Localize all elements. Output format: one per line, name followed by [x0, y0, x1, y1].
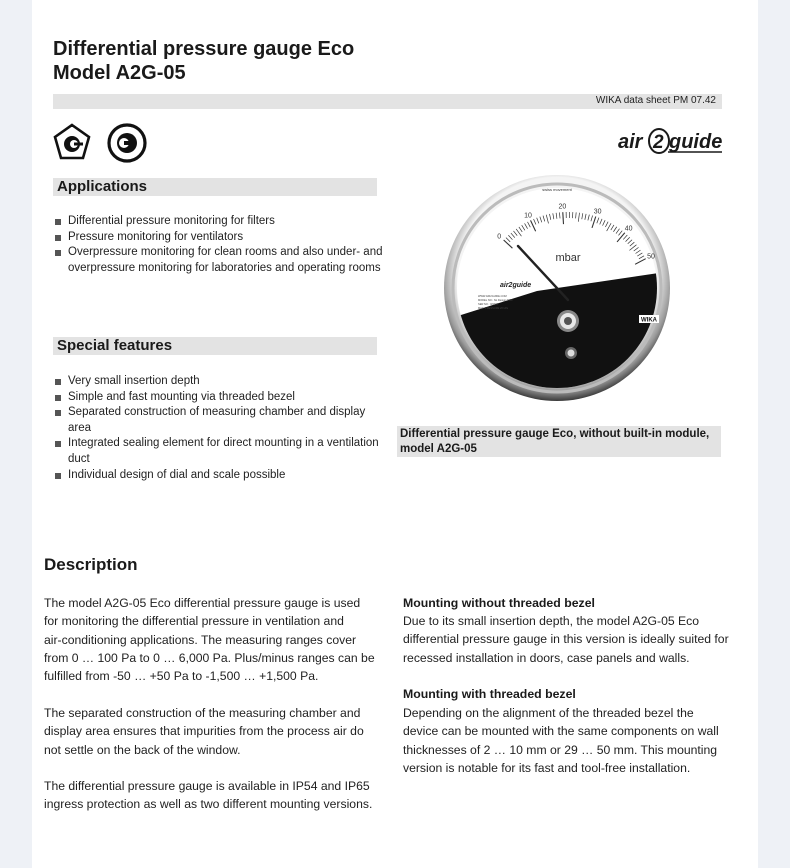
svg-text:guide: guide — [669, 131, 723, 153]
text-line: device can be mounted with the same components on wall — [403, 724, 719, 739]
scale-label: 30 — [593, 208, 602, 216]
list-item: Very small insertion depth — [53, 374, 383, 390]
text-line: Depending on the alignment of the threaded bezel the — [403, 706, 694, 720]
list-item: Separated construction of measuring chamber and display area — [53, 405, 383, 436]
text-line: thicknesses of 2 … 10 mm or 29 … 50 mm. This mounting — [403, 742, 718, 757]
mount-with-heading: Mounting with threaded bezel — [403, 687, 576, 701]
features-heading-bar — [53, 337, 377, 355]
scale-label: 0 — [497, 233, 502, 241]
caption-line-1: Differential pressure gauge Eco, without built-in module, — [400, 428, 710, 440]
scale-label: 50 — [647, 253, 655, 261]
svg-text:air: air — [618, 131, 643, 153]
features-heading: Special features — [57, 337, 173, 354]
dial-fine-print: MODEL NO.: No Design 0000 — [478, 299, 513, 302]
wika-badge-text: WIKA — [641, 317, 657, 324]
dial-fine-print: WWW.AIR2GUIDE.COM — [478, 295, 507, 298]
mount-without-text — [403, 612, 743, 667]
text-line: differential pressure gauge in this version is ideally suited for — [403, 632, 729, 647]
text-line: fulfilled from -50 … +50 Pa to -1,500 … +1,500 Pa. — [44, 669, 319, 684]
text-line: The differential pressure gauge is available in IP54 and IP65 — [44, 779, 370, 793]
list-item: Differential pressure monitoring for filters — [53, 214, 383, 230]
svg-text:2: 2 — [653, 132, 664, 153]
datasheet-number: WIKA data sheet PM 07.42 — [595, 95, 716, 106]
description-heading: Description — [44, 555, 138, 574]
text-line: for monitoring the differential pressure in ventilation and — [44, 614, 344, 629]
dial-fine-print: MAX. PRESSURE 20 kPa — [478, 307, 509, 310]
text-line: ingress protection as well as two different mounting versions. — [44, 797, 373, 812]
text-line: display area ensures that impurities from the process air do — [44, 724, 364, 739]
caption-line-2: model A2G-05 — [400, 442, 477, 455]
page-title — [53, 37, 354, 85]
scale-label: 10 — [524, 212, 532, 220]
data-sheet-page — [32, 0, 758, 868]
metrology-circle-icon — [106, 123, 148, 163]
list-item: Simple and fast mounting via threaded bezel — [53, 390, 383, 406]
text-line: The model A2G-05 Eco differential pressure gauge is used — [44, 596, 361, 610]
applications-heading-bar — [53, 178, 377, 196]
text-line: Due to its small insertion depth, the model A2G-05 Eco — [403, 614, 700, 628]
title-line-2: Model A2G-05 — [53, 62, 186, 84]
text-line: version is notable for its fast and tool-free installation. — [403, 760, 691, 775]
list-item: Integrated sealing element for direct mounting in a ventilation duct — [53, 436, 383, 467]
figure-caption — [397, 426, 721, 457]
description-paragraph-2 — [44, 704, 389, 759]
list-item: Individual design of dial and scale possible — [53, 468, 383, 484]
scale-tick — [563, 212, 564, 224]
dial-fine-print: SER NO.: 0/0000 — [478, 303, 499, 306]
gauge-unit: mbar — [555, 252, 581, 264]
list-item: Overpressure monitoring for clean rooms and also under- and overpressure monitoring for laboratories and operating rooms — [53, 245, 383, 276]
title-line-1: Differential pressure gauge Eco — [53, 38, 355, 60]
dial-brand: air2guide — [500, 282, 532, 289]
text-line: not settle on the back of the window. — [44, 742, 241, 757]
text-line: air-conditioning applications. The measuring ranges cover — [44, 632, 357, 647]
air2guide-logo — [618, 126, 723, 156]
gost-pentagon-icon — [52, 123, 92, 161]
scale-label: 40 — [624, 225, 633, 233]
features-list — [53, 374, 383, 483]
gauge-image — [442, 173, 672, 403]
description-paragraph-3 — [44, 777, 389, 814]
dial-top-text: swiss movement — [542, 187, 572, 192]
text-line: recessed installation in doors, case panels and walls. — [403, 650, 690, 665]
list-item: Pressure monitoring for ventilators — [53, 230, 383, 246]
text-line: The separated construction of the measuring chamber and — [44, 706, 361, 720]
applications-heading: Applications — [57, 178, 148, 195]
text-line: from 0 … 100 Pa to 0 … 6,000 Pa. Plus/minus ranges can be — [44, 650, 375, 665]
description-paragraph-1 — [44, 594, 389, 685]
scale-label: 20 — [558, 203, 567, 211]
mount-with-text — [403, 704, 743, 777]
applications-list — [53, 214, 383, 276]
mount-without-heading: Mounting without threaded bezel — [403, 596, 595, 610]
datasheet-bar — [53, 94, 722, 109]
